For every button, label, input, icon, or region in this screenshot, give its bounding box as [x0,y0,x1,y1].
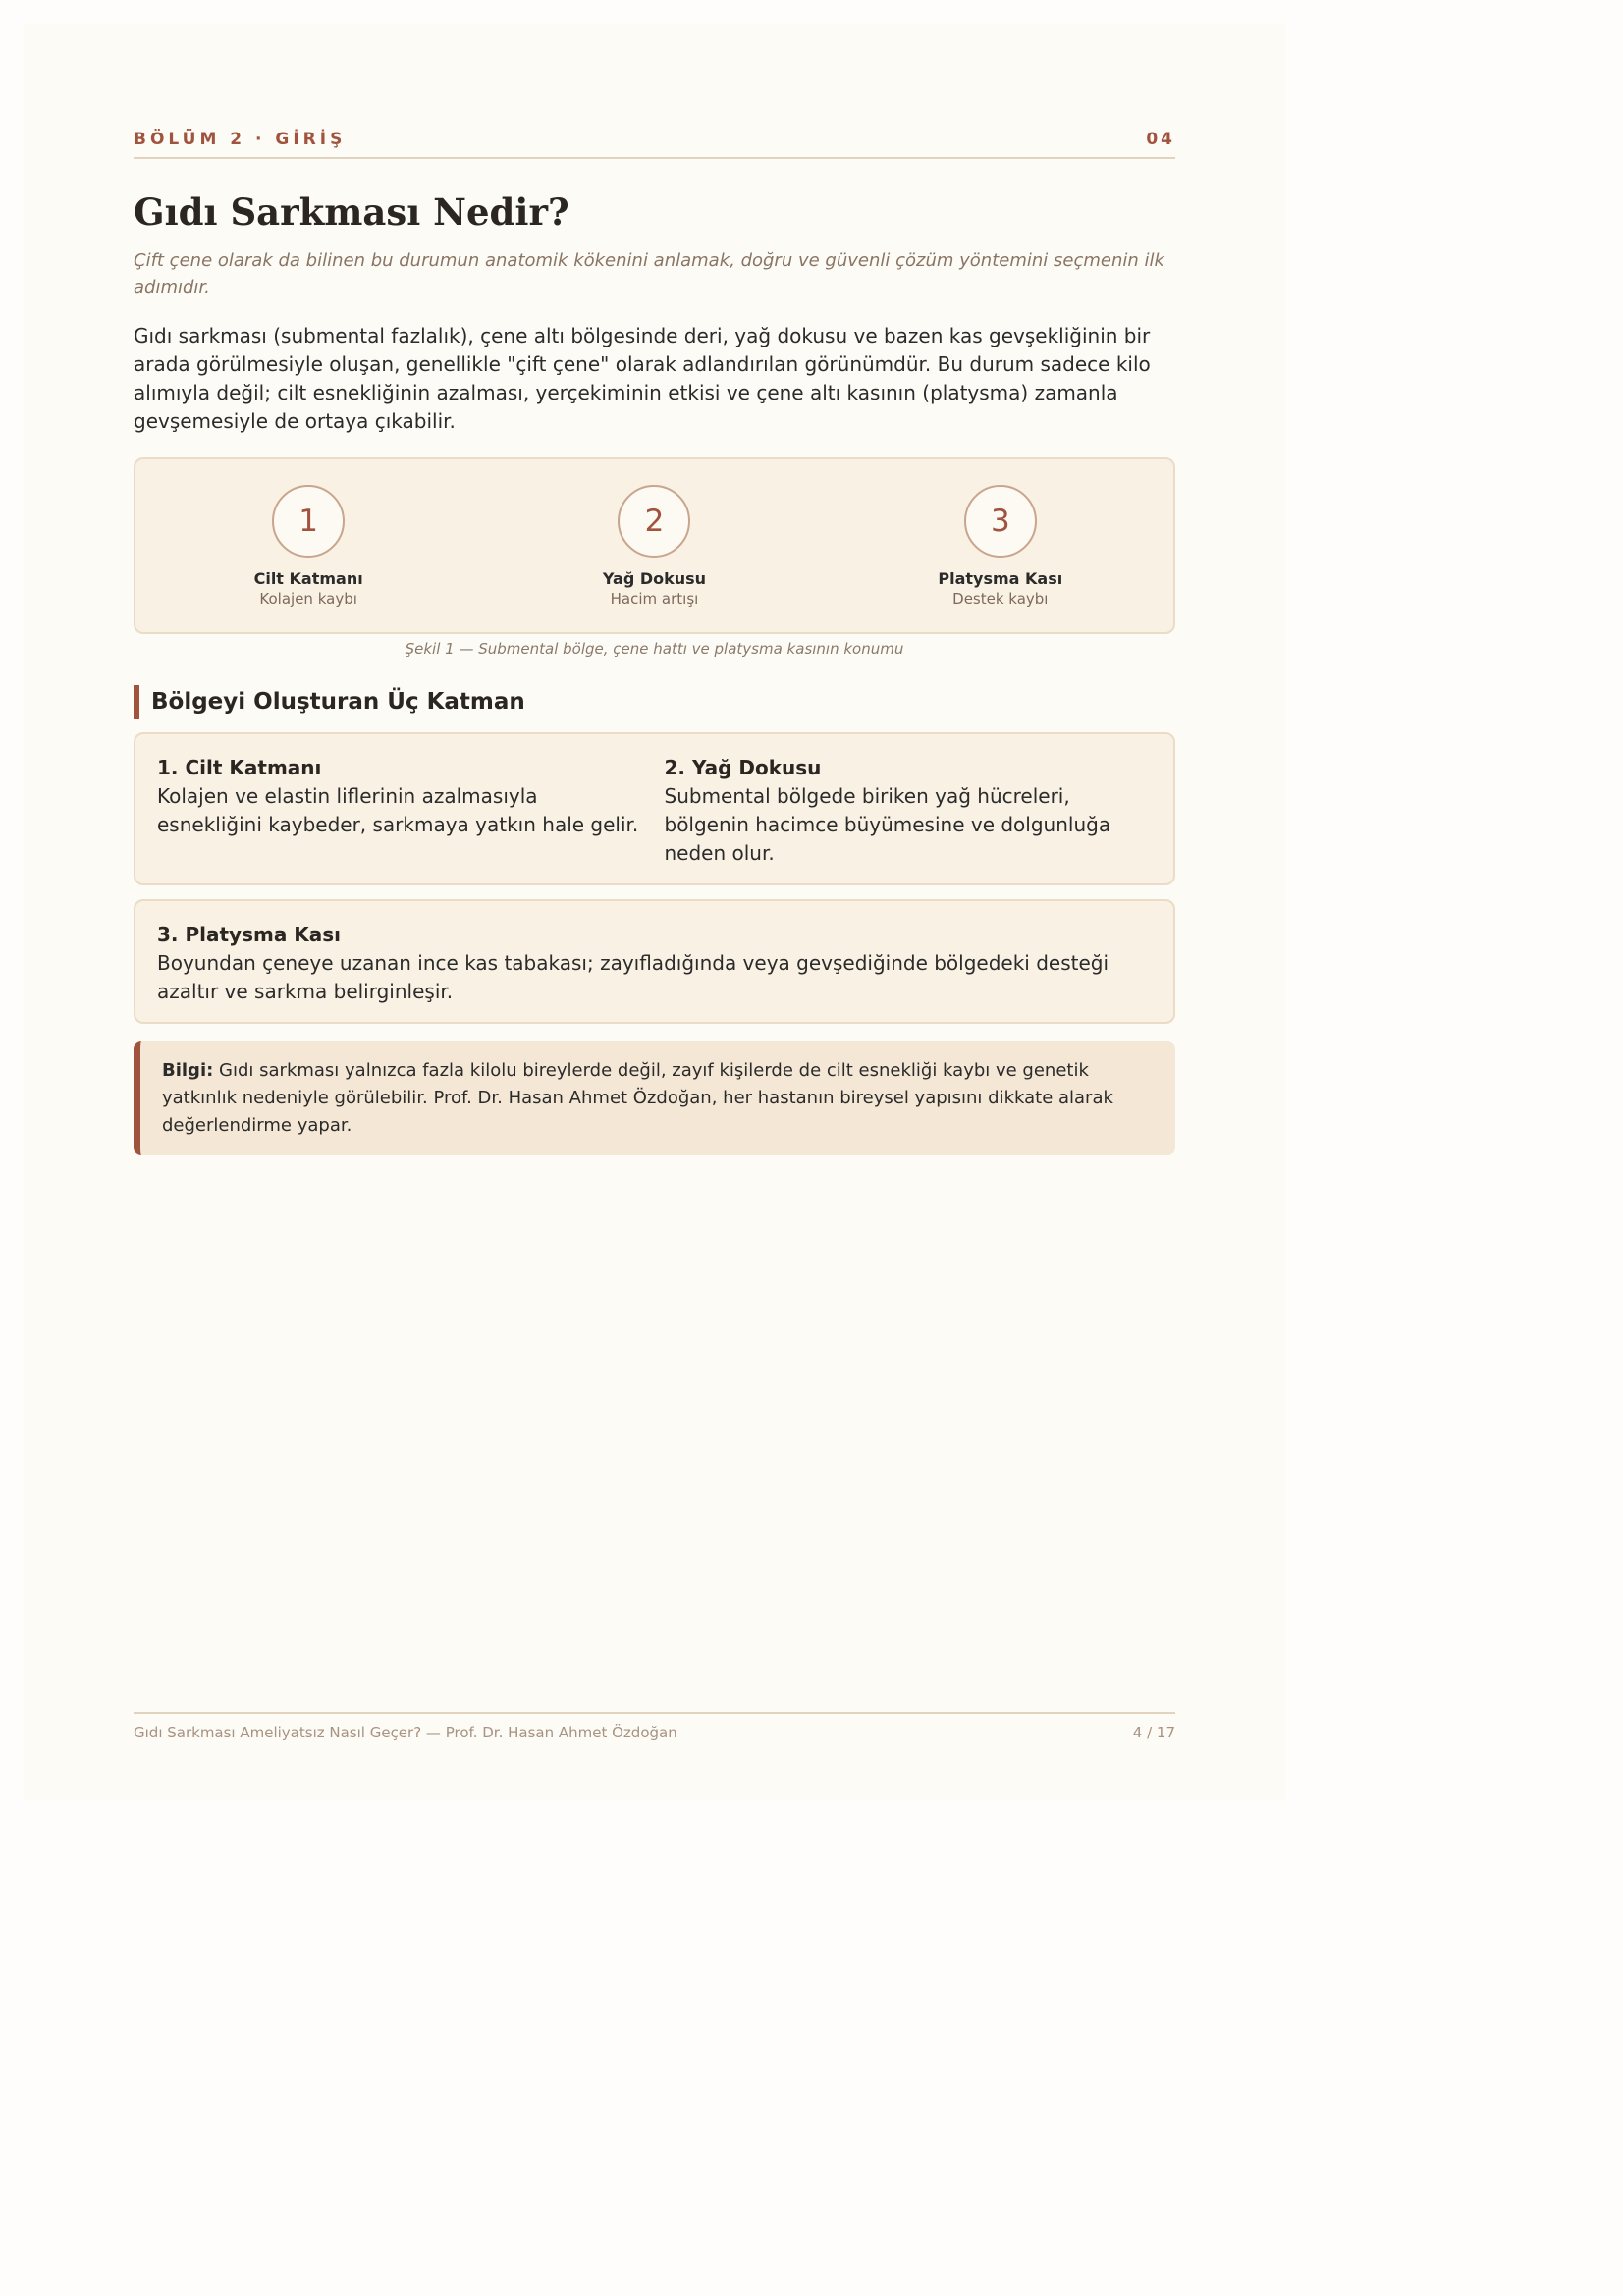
footer-page-count: 4 / 17 [1132,1724,1175,1741]
running-header [134,122,1175,159]
page-title: Gıdı Sarkması Nedir? [134,190,569,234]
info-callout [134,1041,1175,1155]
layer-number-circle: 3 [964,485,1037,558]
figure-layer-2 [536,485,772,608]
layer-number-circle: 1 [272,485,345,558]
layer-name: Platysma Kası [938,569,1063,588]
info-text: Gıdı sarkması yalnızca fazla kilolu bireylerde değil, zayıf kişilerde de cilt esnekliği kaybı ve genetik yatkınlık nedeniyle görülebilir. Prof. Dr. Hasan Ahmet Özdoğan, her hastanın bireysel yapısını dikkate alarak değerlendirme yapar. [162,1060,1113,1136]
page-subtitle: Çift çene olarak da bilinen bu durumun anatomik kökenini anlamak, doğru ve güvenli çözüm yöntemini seçmenin ilk adımıdır. [134,250,1164,297]
section-heading: Bölgeyi Oluşturan Üç Katman [134,685,1175,719]
figure-layer-3 [883,485,1118,608]
layers-card-top [134,732,1175,885]
layer-number-circle: 2 [618,485,690,558]
running-footer [134,1712,1175,1741]
section-label: BÖLÜM 2 · GİRİŞ [134,130,347,149]
card-text: Kolajen ve elastin liflerinin azalmasıyla esnekliğini kaybeder, sarkmaya yatkın hale gelir. [157,784,639,836]
layer-name: Yağ Dokusu [602,569,707,588]
layer-figure [134,457,1175,634]
card-title: 2. Yağ Dokusu [664,756,822,779]
card-title: 1. Cilt Katmanı [157,756,322,779]
card-text: Submental bölgede biriken yağ hücreleri, bölgenin hacimce büyümesine ve dolgunluğa neden olur. [664,784,1111,865]
figure-layer-1 [190,485,426,608]
header-page-number: 04 [1146,130,1175,149]
info-label: Bilgi: [162,1060,214,1081]
card-fat-layer [665,754,1153,868]
layer-description: Hacim artışı [610,590,699,608]
card-platysma-muscle [134,899,1175,1024]
footer-book-title: Gıdı Sarkması Ameliyatsız Nasıl Geçer? — Prof. Dr. Hasan Ahmet Özdoğan [134,1724,677,1741]
document-page [24,24,1285,1800]
layer-description: Kolajen kaybı [259,590,357,608]
card-text: Boyundan çeneye uzanan ince kas tabakası; zayıfladığında veya gevşediğinde bölgedeki desteği azaltır ve sarkma belirginleşir. [157,951,1109,1003]
intro-paragraph: Gıdı sarkması (submental fazlalık), çene altı bölgesinde deri, yağ dokusu ve bazen kas gevşekliğinin bir arada görülmesiyle oluşan, genellikle "çift çene" olarak adlandırılan görünümdür. Bu durum sadece kilo alımıyla değil; cilt esnekliğinin azalması, yerçekiminin etkisi ve çene altı kasının (platysma) zamanla gevşemesiyle de ortaya çıkabilir. [134,324,1151,433]
card-title: 3. Platysma Kası [157,923,342,946]
layer-name: Cilt Katmanı [253,569,363,588]
page-content [134,122,1175,1155]
card-skin-layer [157,754,645,868]
figure-caption: Şekil 1 — Submental bölge, çene hattı ve platysma kasının konumu [405,640,904,658]
layer-description: Destek kaybı [952,590,1049,608]
